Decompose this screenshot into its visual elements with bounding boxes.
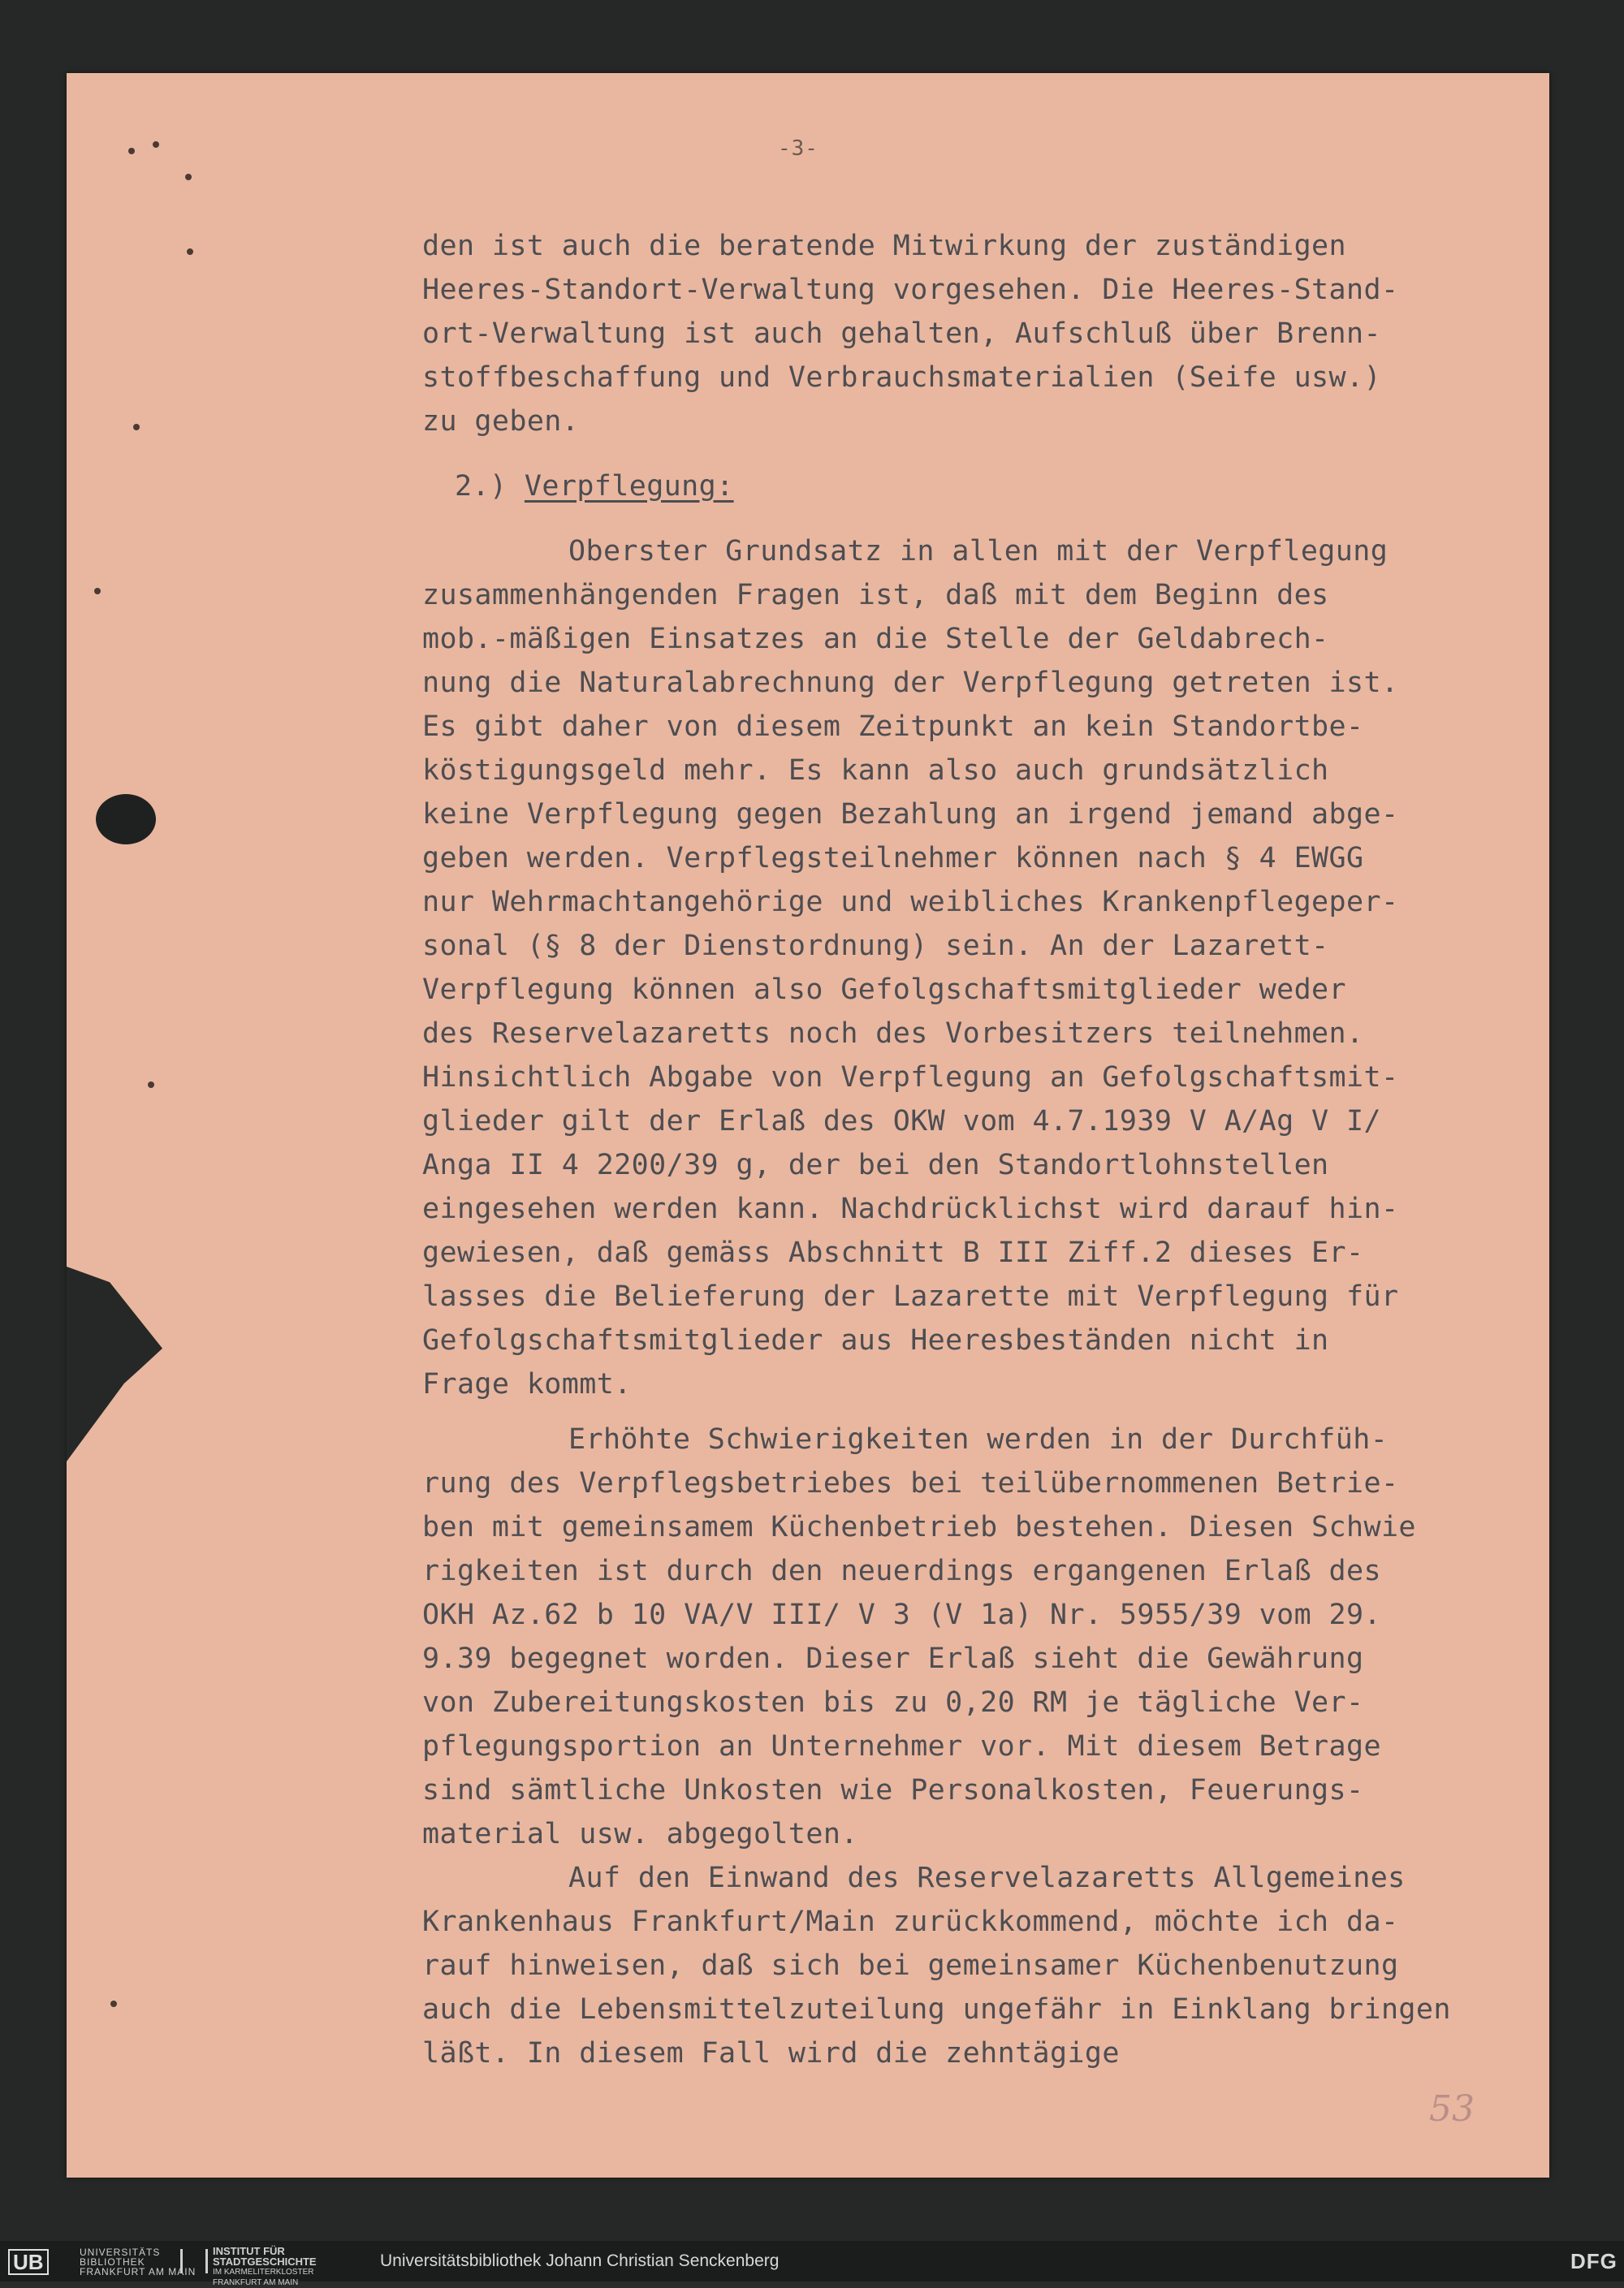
text-line: rung des Verpflegsbetriebes bei teilübernommenen Betrie- xyxy=(422,1467,1399,1500)
stain-dot xyxy=(110,2001,117,2007)
text-line: Oberster Grundsatz in allen mit der Verpflegung xyxy=(568,535,1389,568)
text-line: ort-Verwaltung ist auch gehalten, Aufschluß über Brenn- xyxy=(422,317,1381,350)
text-line: Verpflegung können also Gefolgschaftsmitglieder weder xyxy=(422,973,1347,1006)
institute-logo-line: IM KARMELITERKLOSTER xyxy=(213,2268,314,2277)
ub-logo: UB xyxy=(8,2249,49,2275)
ub-logo-line: UNIVERSITÄTS xyxy=(80,2247,161,2258)
text-line: des Reservelazaretts noch des Vorbesitzers teilnehmen. xyxy=(422,1017,1364,1050)
text-line: rauf hinweisen, daß sich bei gemeinsamer Küchenbenutzung xyxy=(422,1949,1399,1982)
text-line: glieder gilt der Erlaß des OKW vom 4.7.1939 V A/Ag V I/ xyxy=(422,1105,1381,1138)
text-line: lasses die Belieferung der Lazarette mit Verpflegung für xyxy=(422,1280,1399,1313)
section-heading-row xyxy=(422,464,1502,508)
ub-logo-text xyxy=(80,2247,196,2277)
stain-dot xyxy=(153,141,159,148)
ub-logo-line: FRANKFURT AM MAIN xyxy=(80,2266,197,2277)
text-line: rigkeiten ist durch den neuerdings ergangenen Erlaß des xyxy=(422,1555,1381,1587)
stain-dot xyxy=(185,174,192,180)
stain-dot xyxy=(187,248,193,255)
text-line: läßt. In diesem Fall wird die zehntägige xyxy=(422,2037,1120,2070)
text-line: ben mit gemeinsamem Küchenbetrieb bestehen. Diesen Schwie xyxy=(422,1511,1416,1543)
text-line: Erhöhte Schwierigkeiten werden in der Durchfüh- xyxy=(568,1423,1389,1456)
text-line: eingesehen werden kann. Nachdrücklichst wird darauf hin- xyxy=(422,1193,1399,1225)
stain-dot xyxy=(94,588,101,594)
text-line: pflegungsportion an Unternehmer vor. Mit diesem Betrage xyxy=(422,1730,1381,1763)
stain-dot xyxy=(133,424,140,430)
punch-hole xyxy=(96,794,156,844)
text-line: Es gibt daher von diesem Zeitpunkt an kein Standortbe- xyxy=(422,710,1364,743)
text-line: den ist auch die beratende Mitwirkung der zuständigen xyxy=(422,230,1347,262)
dfg-logo: DFG xyxy=(1570,2249,1618,2273)
text-line: nur Wehrmachtangehörige und weibliches Krankenpflegeper- xyxy=(422,886,1399,918)
text-line: auch die Lebensmittelzuteilung ungefähr in Einklang bringen xyxy=(422,1993,1451,2026)
text-line: nung die Naturalabrechnung der Verpflegung getreten ist. xyxy=(422,667,1399,699)
typed-text-body xyxy=(422,224,1502,2075)
text-line: mob.-mäßigen Einsatzes an die Stelle der Geldabrech- xyxy=(422,623,1329,655)
folio-number: 53 xyxy=(1429,2088,1475,2130)
text-line: geben werden. Verpflegsteilnehmer können nach § 4 EWGG xyxy=(422,842,1364,874)
text-line: zu geben. xyxy=(422,405,580,438)
section-number: 2.) xyxy=(455,470,508,503)
institute-logo-text xyxy=(213,2246,317,2288)
text-line: sind sämtliche Unkosten wie Personalkosten, Feuerungs- xyxy=(422,1774,1364,1807)
text-line: Gefolgschaftsmitglieder aus Heeresbeständen nicht in xyxy=(422,1324,1329,1357)
ub-logo-line: BIBLIOTHEK xyxy=(80,2256,145,2268)
text-line: Krankenhaus Frankfurt/Main zurückkommend, möchte ich da- xyxy=(422,1906,1399,1938)
text-line: Auf den Einwand des Reservelazaretts Allgemeines xyxy=(568,1862,1406,1894)
library-name: Universitätsbibliothek Johann Christian Senckenberg xyxy=(380,2251,780,2270)
stain-dot xyxy=(128,148,135,154)
text-line: Hinsichtlich Abgabe von Verpflegung an Gefolgschaftsmit- xyxy=(422,1061,1399,1094)
text-line: stoffbeschaffung und Verbrauchsmaterialien (Seife usw.) xyxy=(422,361,1381,394)
institute-logo-line: FRANKFURT AM MAIN xyxy=(213,2278,299,2287)
institute-logo-icon xyxy=(180,2249,208,2273)
stain-dot xyxy=(148,1081,154,1088)
page-mark: -3- xyxy=(778,136,818,161)
text-line: Frage kommt. xyxy=(422,1368,632,1401)
institute-logo-line: STADTGESCHICHTE xyxy=(213,2256,317,2268)
text-line: von Zubereitungskosten bis zu 0,20 RM je tägliche Ver- xyxy=(422,1686,1364,1719)
text-line: sonal (§ 8 der Dienstordnung) sein. An der Lazarett- xyxy=(422,930,1329,962)
text-line: Heeres-Standort-Verwaltung vorgesehen. Die Heeres-Stand- xyxy=(422,274,1399,306)
text-line: köstigungsgeld mehr. Es kann also auch grundsätzlich xyxy=(422,754,1329,787)
institute-logo-line: INSTITUT FÜR xyxy=(213,2245,285,2257)
text-line: OKH Az.62 b 10 VA/V III/ V 3 (V 1a) Nr. 5955/39 vom 29. xyxy=(422,1599,1381,1631)
text-line: keine Verpflegung gegen Bezahlung an irgend jemand abge- xyxy=(422,798,1399,831)
text-line: material usw. abgegolten. xyxy=(422,1818,858,1850)
text-line: 9.39 begegnet worden. Dieser Erlaß sieht die Gewährung xyxy=(422,1643,1364,1675)
text-line: zusammenhängenden Fragen ist, daß mit dem Beginn des xyxy=(422,579,1329,611)
text-line: gewiesen, daß gemäss Abschnitt B III Ziff.2 dieses Er- xyxy=(422,1237,1364,1269)
text-line: Anga II 4 2200/39 g, der bei den Standortlohnstellen xyxy=(422,1149,1329,1181)
section-heading: Verpflegung: xyxy=(524,470,734,503)
viewer-footer-bar xyxy=(0,2241,1624,2287)
